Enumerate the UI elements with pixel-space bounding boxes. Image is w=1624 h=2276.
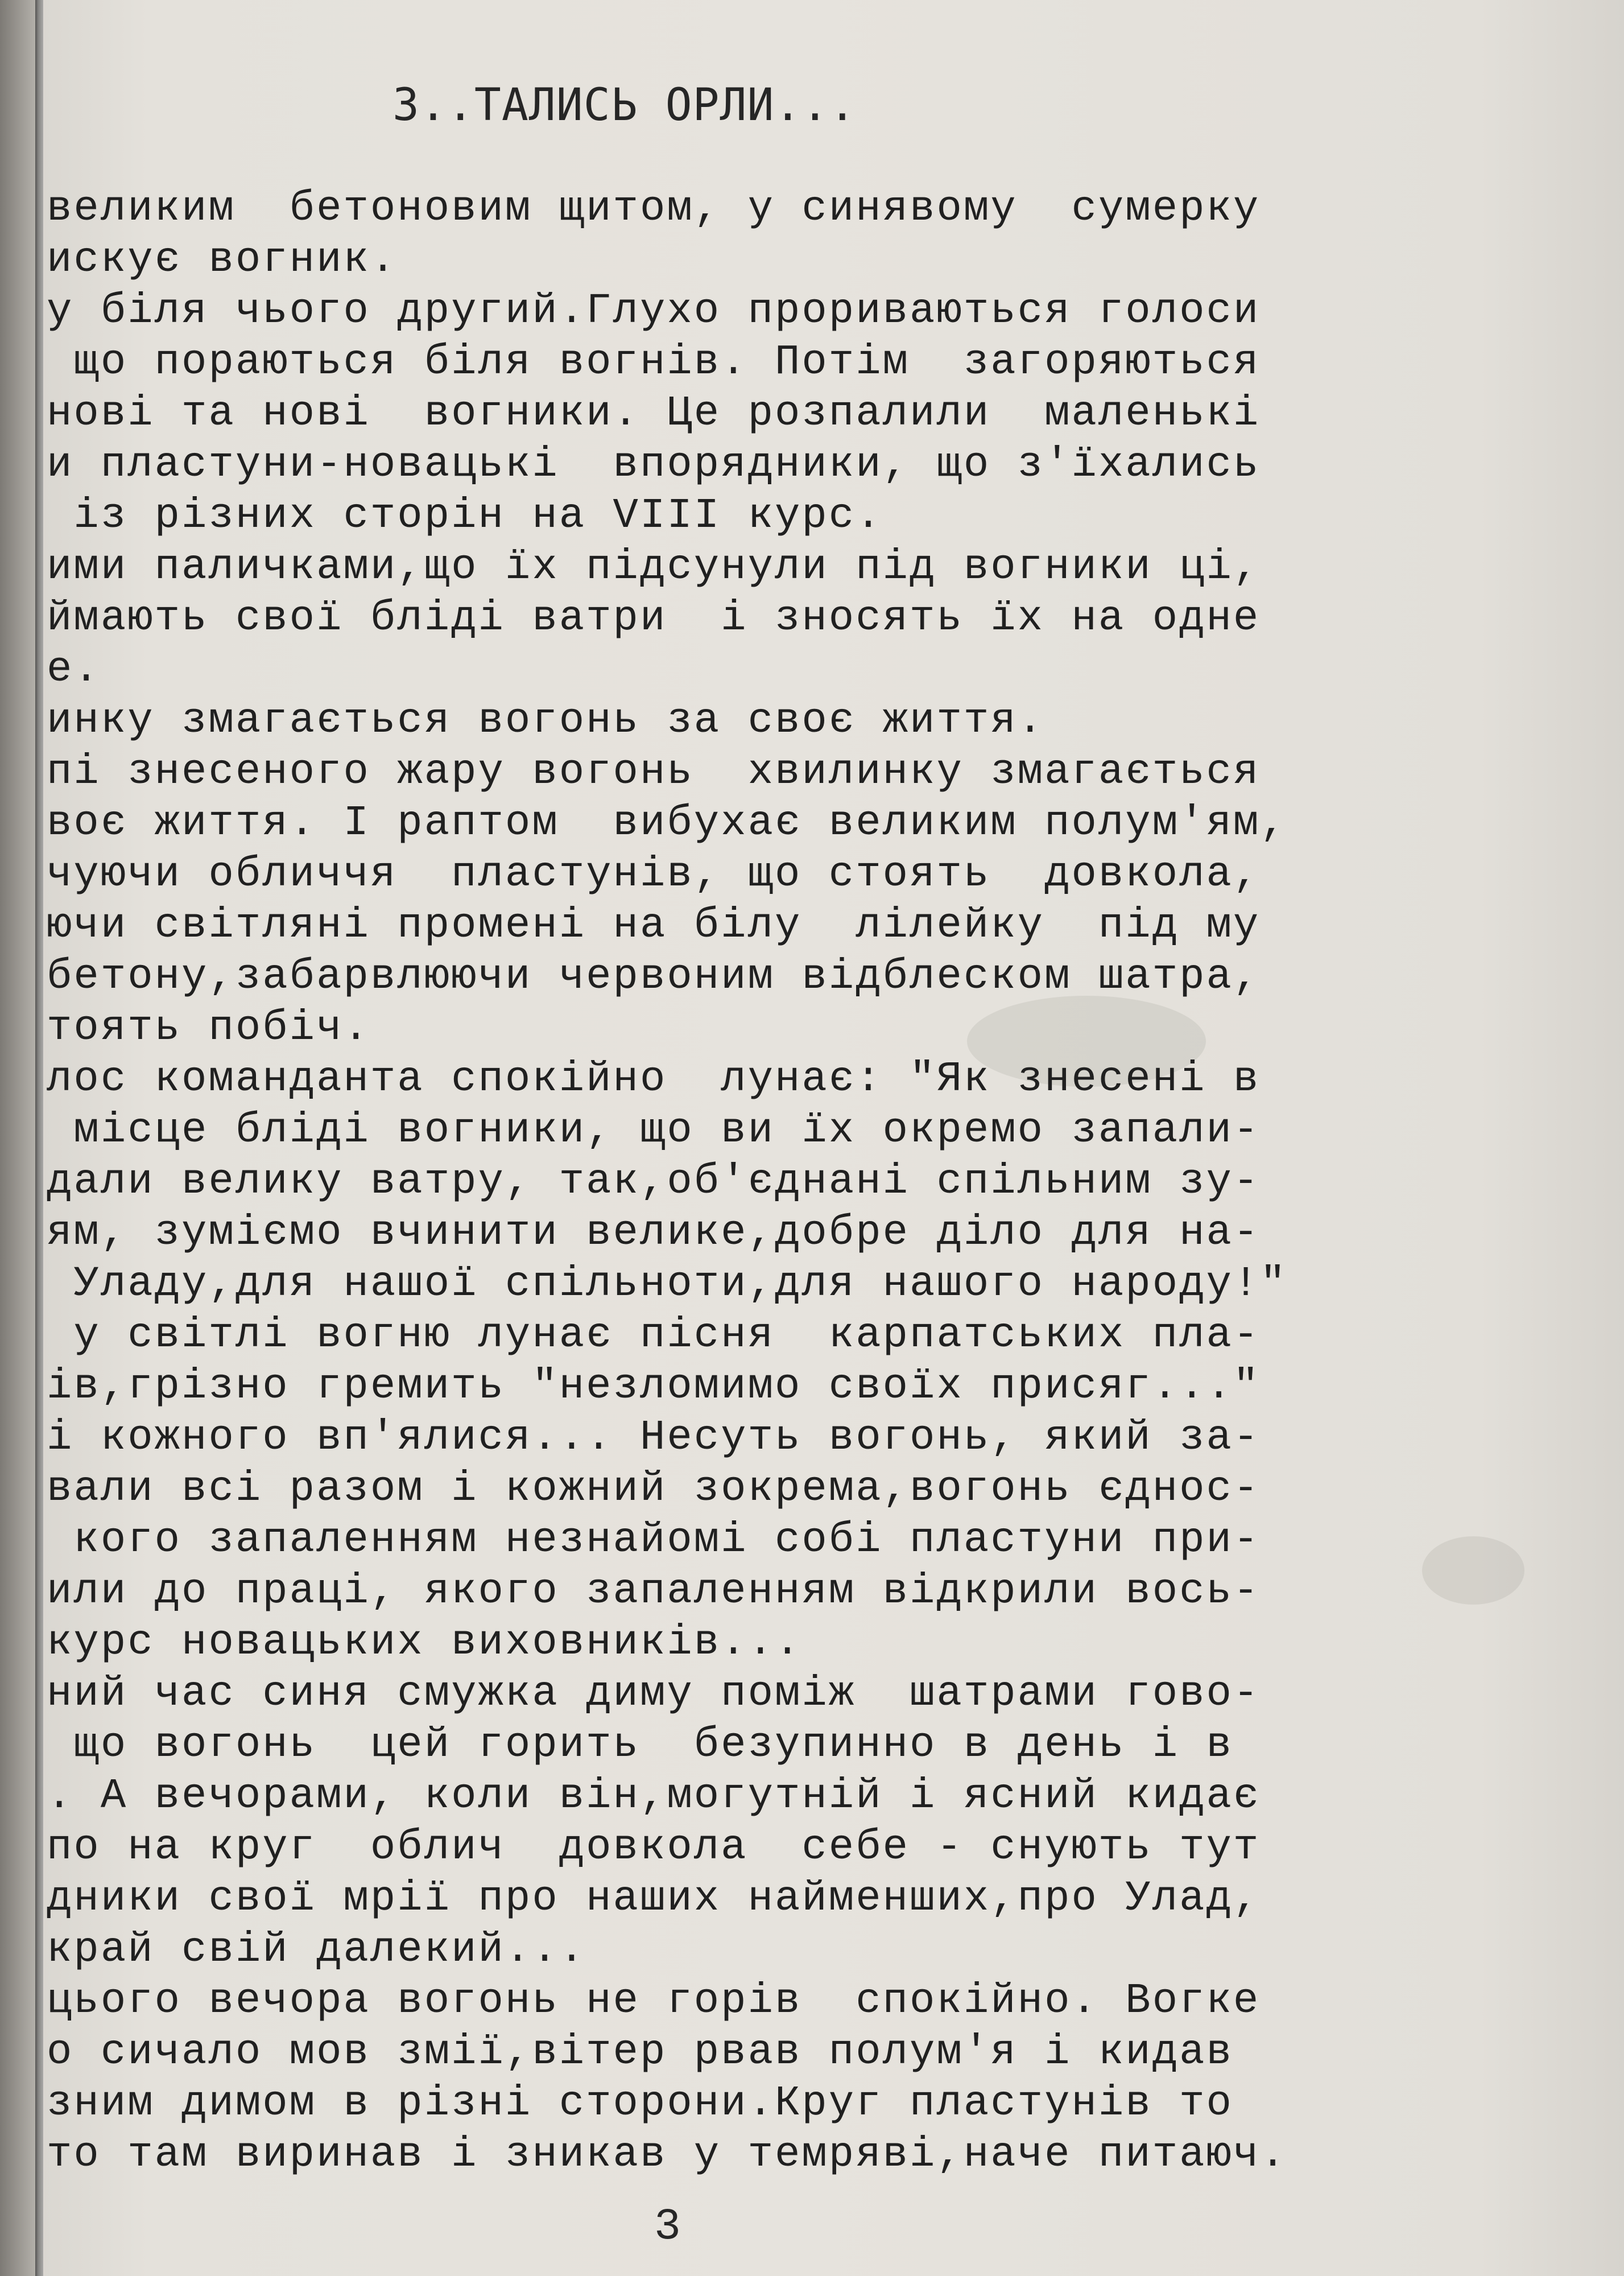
text-line: кого запаленням незнайомі собі пластуни при-	[47, 1516, 1261, 1564]
text-line: ючи світляні промені на білу лілейку під му	[47, 902, 1261, 950]
text-line: дники свої мрії про наших найменших,про Улад,	[47, 1875, 1261, 1923]
text-line: по на круг облич довкола себе - снують тут	[47, 1824, 1261, 1871]
page-number: 3	[654, 2202, 681, 2252]
text-line: пі знесеного жару вогонь хвилинку змагається	[47, 748, 1261, 796]
text-line: чуючи обличчя пластунів, що стоять довкола,	[47, 851, 1261, 898]
text-line: вали всі разом і кожний зокрема,вогонь єднос-	[47, 1465, 1261, 1513]
text-line: инку змагається вогонь за своє життя.	[47, 697, 1045, 745]
binding-shadow	[0, 0, 35, 2276]
text-line: ів,грізно гремить "незломимо своїх присяг..."	[47, 1363, 1261, 1411]
text-line: у світлі вогню лунає пісня карпатських пла-	[47, 1312, 1261, 1359]
text-line: лос команданта спокійно лунає: "Як знесені в	[47, 1055, 1261, 1103]
text-line: е.	[47, 646, 101, 694]
text-line: із різних сторін на VIII курс.	[47, 492, 883, 540]
text-line: місце бліді вогники, що ви їх окремо запали-	[47, 1107, 1261, 1155]
text-line: ям, зуміємо вчинити велике,добре діло для на-	[47, 1209, 1261, 1257]
text-line: зним димом в різні сторони.Круг пластунів то	[47, 2080, 1233, 2127]
text-line: цього вечора вогонь не горів спокійно. Вогке	[47, 1977, 1261, 2025]
text-line: у біля чього другий.Глухо прориваються голоси	[47, 287, 1261, 335]
text-line: и пластуни-новацькі впорядники, що з'їхались	[47, 441, 1261, 489]
text-line: воє життя. І раптом вибухає великим полум'ям,	[47, 799, 1287, 847]
text-line: тоять побіч.	[47, 1004, 370, 1052]
text-line: то там виринав і зникав у темряві,наче питаюч.	[47, 2131, 1287, 2179]
text-line: о сичало мов змії,вітер рвав полум'я і кидав	[47, 2028, 1233, 2076]
text-line: що пораються біля вогнів. Потім загоряються	[47, 339, 1261, 386]
text-line: или до праці, якого запаленням відкрили вось-	[47, 1568, 1261, 1615]
text-line: ний час синя смужка диму поміж шатрами гово-	[47, 1670, 1261, 1718]
text-line: і кожного вп'ялися... Несуть вогонь, який за-	[47, 1414, 1261, 1462]
text-line: . А вечорами, коли він,могутній і ясний кидає	[47, 1772, 1261, 1820]
binding-edge	[35, 0, 43, 2276]
text-line: що вогонь цей горить безупинно в день і в	[47, 1721, 1233, 1769]
paper-smudge	[1422, 1536, 1524, 1605]
text-line: дали велику ватру, так,об'єднані спільним зу-	[47, 1158, 1261, 1206]
text-line: искує вогник.	[47, 236, 398, 284]
text-line: край свій далекий...	[47, 1926, 586, 1974]
page-title: З..ТАЛИСЬ ОРЛИ...	[392, 80, 857, 131]
text-line: курс новацьких виховників...	[47, 1619, 802, 1667]
text-line: бетону,забарвлюючи червоним відблеском шатра,	[47, 953, 1261, 1001]
text-line: Уладу,для нашої спільноти,для нашого народу!"	[47, 1260, 1287, 1308]
text-line: ймають свої бліді ватри і зносять їх на одне	[47, 595, 1261, 642]
text-line: ими паличками,що їх підсунули під вогники ці,	[47, 543, 1261, 591]
text-line: нові та нові вогники. Це розпалили маленькі	[47, 390, 1261, 438]
body-text	[47, 183, 1429, 2180]
text-line: великим бетоновим щитом, у синявому сумерку	[47, 185, 1261, 233]
